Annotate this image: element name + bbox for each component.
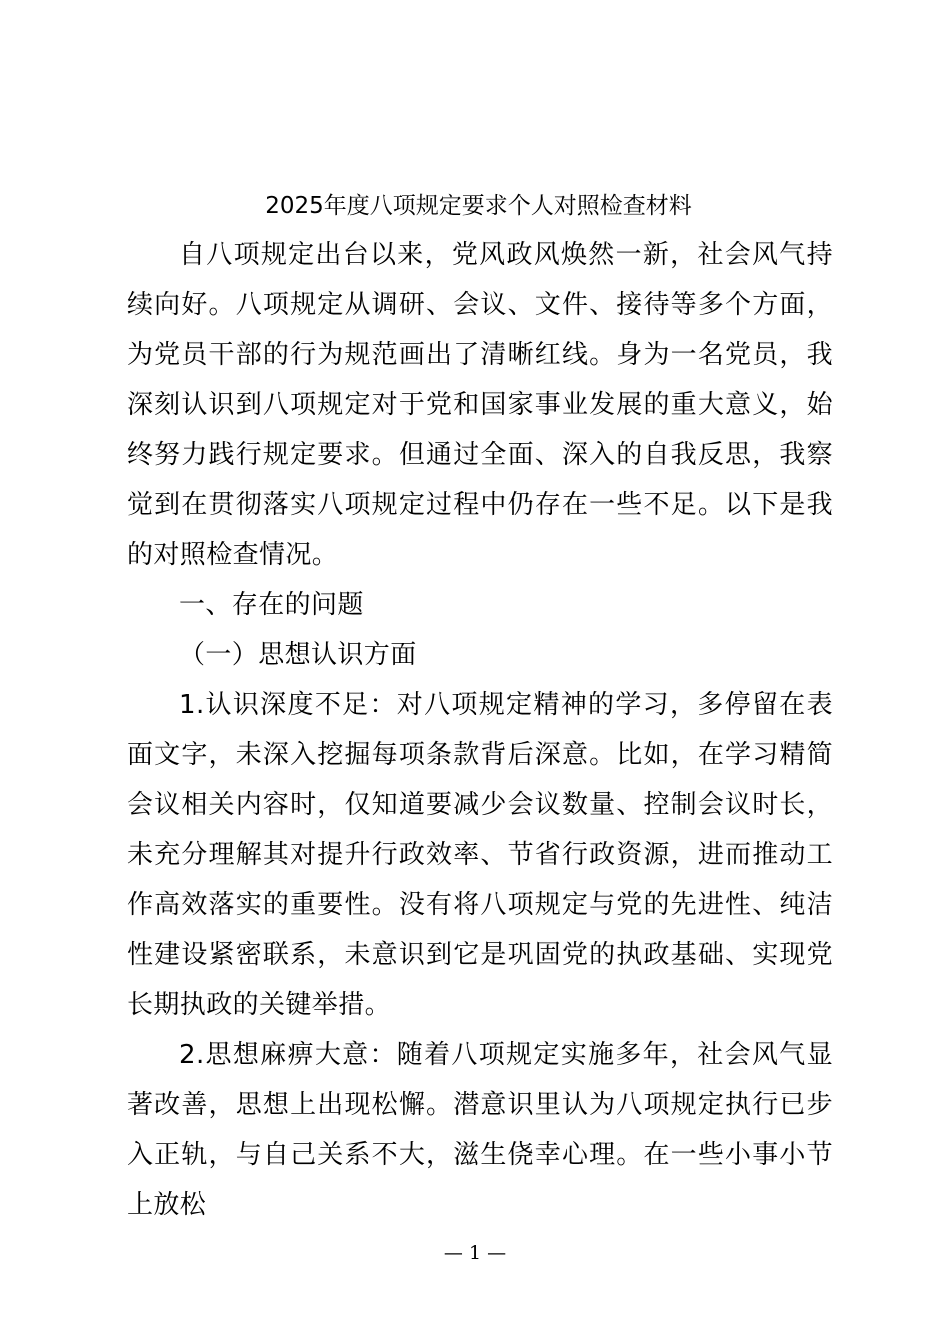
- intro-paragraph: 自八项规定出台以来，党风政风焕然一新，社会风气持续向好。八项规定从调研、会议、文件、接待等多个方面，为党员干部的行为规范画出了清晰红线。身为一名党员，我深刻认识到八项规定对于党和国家事业发展的重大意义，始终努力践行规定要求。但通过全面、深入的自我反思，我察觉到在贯彻落实八项规定过程中仍存在一些不足。以下是我的对照检查情况。: [127, 240, 833, 570]
- document-title: 2025年度八项规定要求个人对照检查材料: [265, 193, 692, 219]
- section-heading: 一、存在的问题: [179, 590, 364, 620]
- item-paragraph-1: 1.认识深度不足：对八项规定精神的学习，多停留在表面文字，未深入挖掘每项条款背后深意。比如，在学习精简会议相关内容时，仅知道要减少会议数量、控制会议时长，未充分理解其对提升行政效率、节省行政资源，进而推动工作高效落实的重要性。没有将八项规定与党的先进性、纯洁性建设紧密联系，未意识到它是巩固党的执政基础、实现党长期执政的关键举措。: [127, 690, 833, 1020]
- page-number: — 1 —: [443, 1242, 507, 1264]
- document-body: [127, 230, 833, 1230]
- item-paragraph-2: 2.思想麻痹大意：随着八项规定实施多年，社会风气显著改善，思想上出现松懈。潜意识里认为八项规定执行已步入正轨，与自己关系不大，滋生侥幸心理。在一些小事小节上放松: [127, 1040, 833, 1220]
- subsection-heading: （一）思想认识方面: [179, 640, 417, 670]
